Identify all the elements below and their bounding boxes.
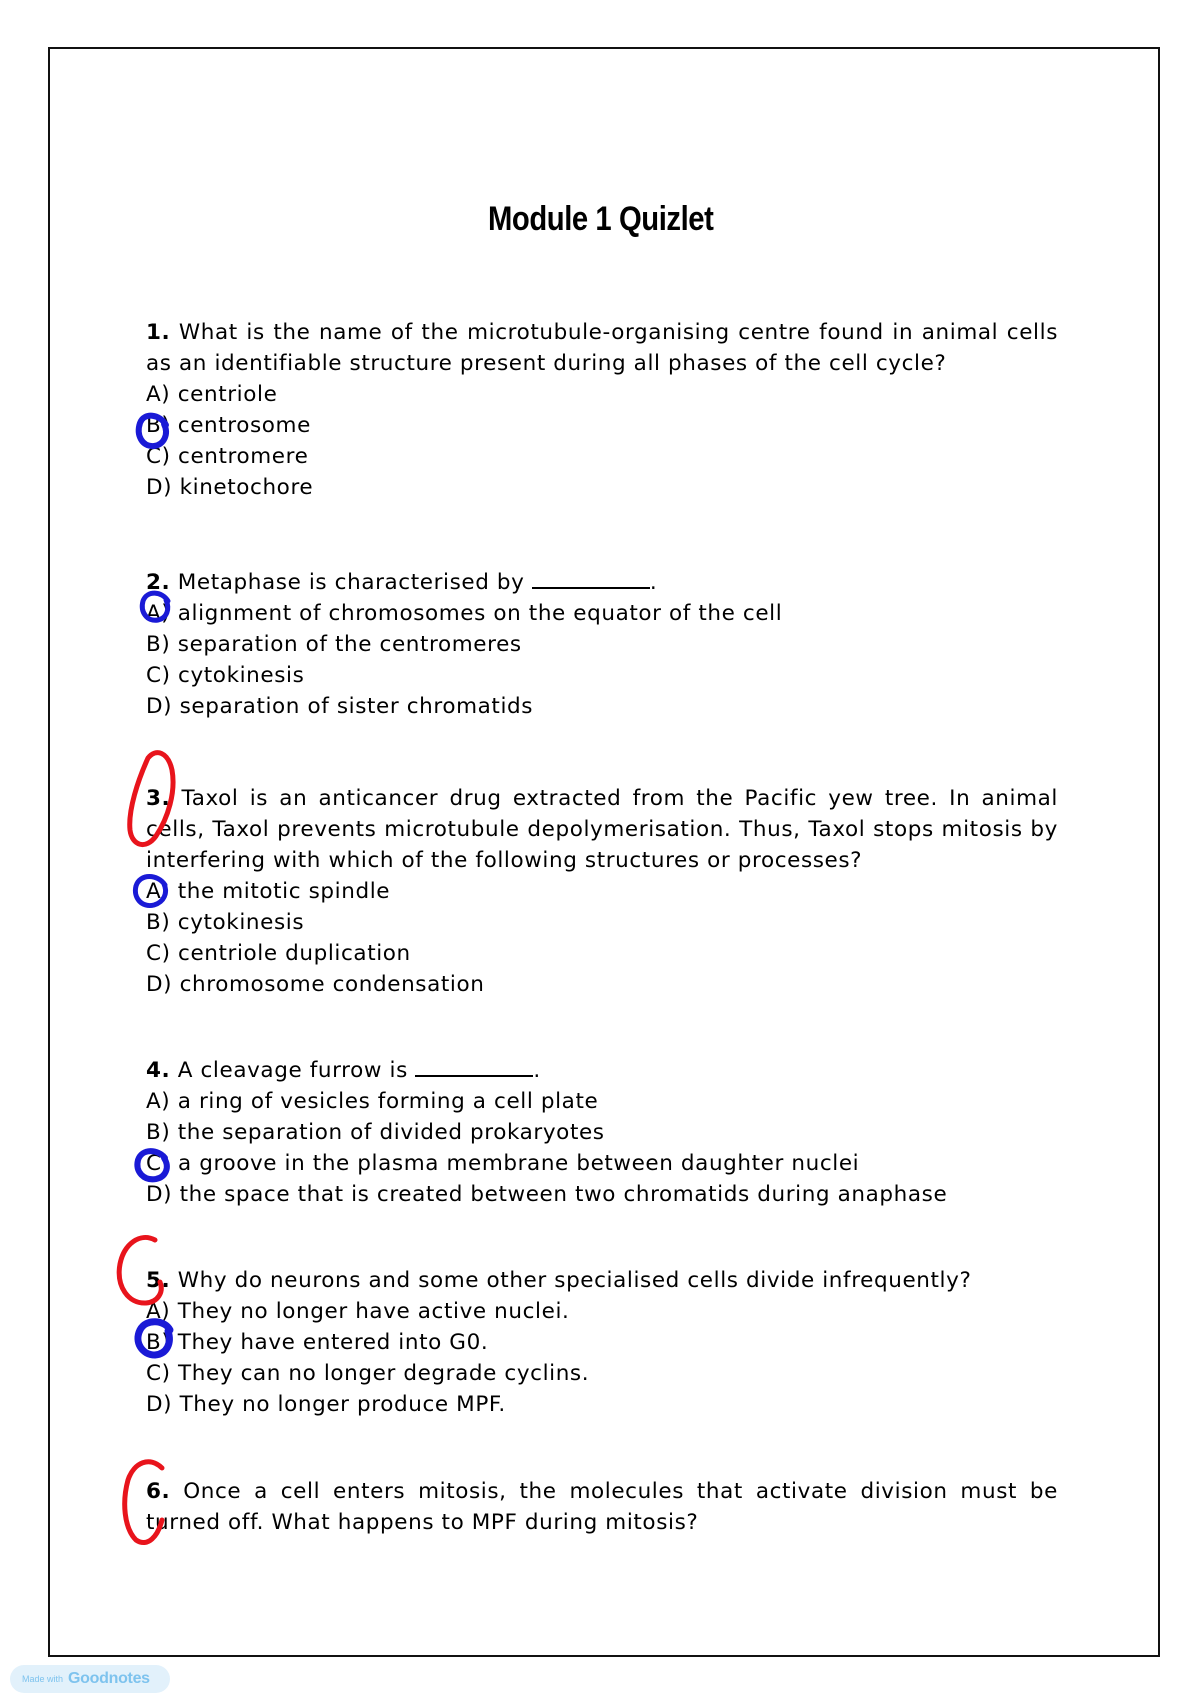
option-c: C) centriole duplication [146,941,411,966]
option-d: D) chromosome condensation [146,972,485,997]
option-d: D) kinetochore [146,475,314,500]
option-b: B) cytokinesis [146,910,305,935]
option-d: D) They no longer produce MPF. [146,1392,506,1417]
question-3 [146,783,1058,1000]
option-a: A) They no longer have active nuclei. [146,1299,570,1324]
badge-prefix: Made with [22,1674,64,1684]
question-number: 1. [146,320,171,345]
option-c: C) centromere [146,444,309,469]
option-d: D) the space that is created between two chromatids during anaphase [146,1182,948,1207]
option-a: A) a ring of vesicles forming a cell plate [146,1089,599,1114]
option-c: C) a groove in the plasma membrane between daughter nuclei [146,1151,860,1176]
option-c: C) cytokinesis [146,663,305,688]
answer-blank [415,1057,533,1077]
option-b: B) the separation of divided prokaryotes [146,1120,605,1145]
page-title: Module 1 Quizlet [487,200,714,238]
option-d: D) separation of sister chromatids [146,694,534,719]
goodnotes-badge[interactable] [10,1665,170,1693]
option-a: A) centriole [146,382,278,407]
question-text: 5. Why do neurons and some other specialised cells divide infrequently? [146,1268,972,1293]
question-5 [146,1265,1058,1420]
question-text: 1. What is the name of the microtubule-organising centre found in animal cells as an identifiable structure present during all phases of the cell cycle? [146,320,1058,376]
question-text: 3. Taxol is an anticancer drug extracted from the Pacific yew tree. In animal cells, Taxol prevents microtubule depolymerisation. Thus, Taxol stops mitosis by interfering with which of the following structures or processes? [146,786,1058,873]
question-text: 2. Metaphase is characterised by . [146,570,658,595]
option-a: A) the mitotic spindle [146,879,391,904]
question-2 [146,567,1058,722]
option-b: B) separation of the centromeres [146,632,522,657]
goodnotes-logo: Goodnotes [68,1670,150,1687]
question-number: 4. [146,1058,171,1083]
question-text: 6. Once a cell enters mitosis, the molecules that activate division must be turned off. What happens to MPF during mitosis? [146,1479,1058,1535]
question-number: 6. [146,1479,171,1504]
question-number: 3. [146,786,171,811]
option-a: A) alignment of chromosomes on the equator of the cell [146,601,783,626]
question-6 [146,1476,1058,1538]
option-c: C) They can no longer degrade cyclins. [146,1361,590,1386]
question-4 [146,1055,1058,1210]
question-number: 5. [146,1268,171,1293]
answer-blank [532,569,650,589]
question-text: 4. A cleavage furrow is . [146,1058,541,1083]
option-b: B) centrosome [146,413,311,438]
question-number: 2. [146,570,171,595]
option-b: B) They have entered into G0. [146,1330,489,1355]
question-1 [146,317,1058,503]
